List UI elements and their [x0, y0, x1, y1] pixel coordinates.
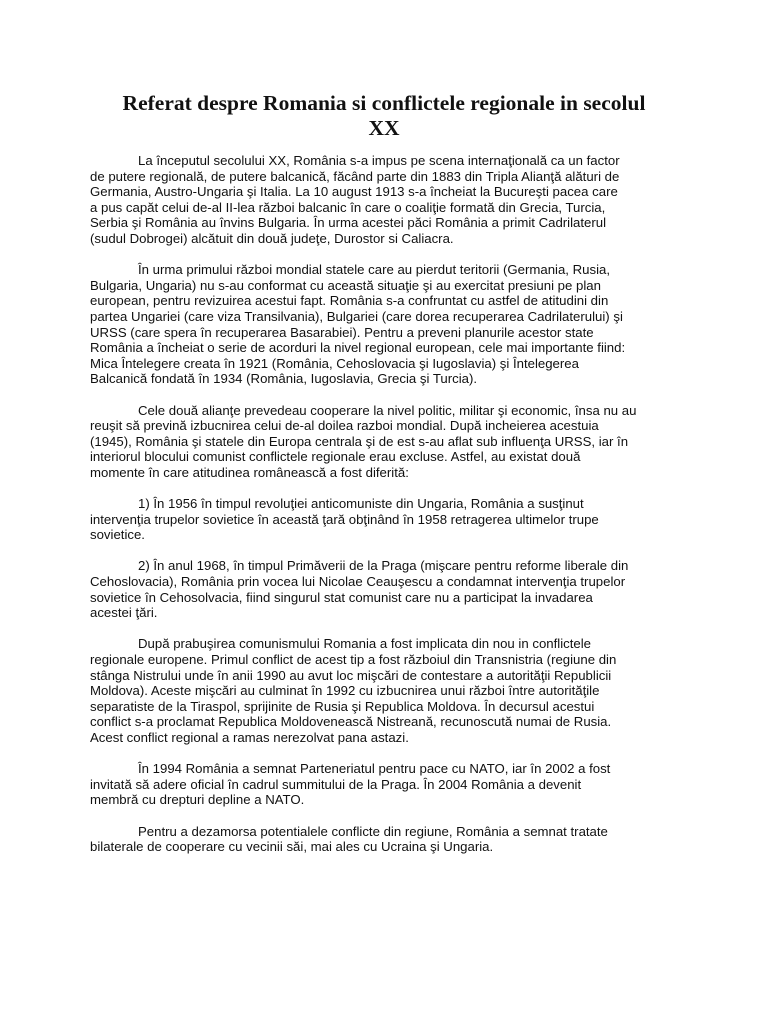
paragraph-nato: În 1994 România a semnat Parteneriatul pentru pace cu NATO, iar în 2002 a fost invitată să adere oficial în cadrul summitului de la Praga. În 2004 România a devenit membră cu drepturi depline a NATO.: [90, 761, 611, 808]
paragraph-intro: La începutul secolului XX, România s-a impus pe scena internaţională ca un factor de putere regională, de putere balcanică, făcând parte din 1883 din Tripla Alianţă alături de Germania, Austro-Ungaria şi Italia. La 10 august 1913 s-a încheiat la Bucureşti pacea care a pus capăt celui de-al II-lea război balcanic în care o coaliţie formată din Grecia, Turcia, Serbia şi România au învins Bulgaria. În urma acestei păci România a primit Cadrilaterul (sudul Dobrogei) alcătuit din două judeţe, Durostor si Caliacra.: [90, 153, 620, 246]
paragraph-post-ww1: În urma primului război mondial statele care au pierdut teritorii (Germania, Rusia, Bulgaria, Ungaria) nu s-au conformat cu această situaţie şi au exercitat presiuni pe plan european, pentru revizuirea acestui fapt. România s-a confruntat cu astfel de atitudini din partea Ungariei (care viza Transilvania), Bulgariei (care dorea recuperarea Cadrilaterului) şi URSS (care spera în recuperarea Basarabiei). Pentru a preveni planurile acestor state România a încheiat o serie de acorduri la nivel regional european, cele mai importante fiind: Mica Întelegere creata în 1921 (România, Cehoslovacia şi Iugoslavia) şi Întelegerea Balcanică fondată în 1934 (România, Iugoslavia, Grecia şi Turcia).: [90, 262, 626, 387]
paragraph-treaties: Pentru a dezamorsa potentialele conflicte din regiune, România a semnat tratate bilaterale de cooperare cu vecinii săi, mai ales cu Ucraina şi Ungaria.: [90, 823, 608, 855]
paragraph-1968: 2) În anul 1968, în timpul Primăverii de la Praga (mişcare pentru reforme liberale din Cehoslovacia), România prin vocea lui Nicolae Ceauşescu a condamnat intervenţia trupelor sovietice în Cehosolvacia, fiind singurul stat comunist care nu a participat la invadarea acestei ţări.: [90, 558, 629, 621]
paragraph-transnistria: După prabuşirea comunismului Romania a fost implicata din nou in conflictele regionale europene. Primul conflict de acest tip a fost războiul din Transnistria (regiune din stânga Nistrului unde în anii 1990 au avut loc mişcări de contestare a autorităţii Republicii Moldova). Aceste mişcări au culminat în 1992 cu izbucnirea unui război între autorităţile separatiste de la Tiraspol, sprijinite de Rusia şi Republica Moldova. În decursul acestui conflict s-a proclamat Republica Moldovenească Nistreană, recunoscută numai de Rusia. Acest conflict regional a ramas nerezolvat pana astazi.: [90, 636, 617, 745]
paragraph-1956: 1) În 1956 în timpul revoluţiei anticomuniste din Ungaria, România a susţinut intervenţia trupelor sovietice în această ţară obţinând în 1958 retragerea ultimelor trupe sovietice.: [90, 496, 599, 543]
document-title: Referat despre Romania si conflictele regionale in secolul XX: [122, 91, 646, 140]
paragraph-alliances: Cele două alianţe prevedeau cooperare la nivel politic, militar şi economic, însa nu au reuşit să prevină izbucnirea celui de-al doilea razboi mondial. După incheierea acestuia (1945), România şi statele din Europa centrala şi de est s-au aflat sub influenţa URSS, iar în interiorul blocului comunist conflictele regionale erau excluse. Astfel, au existat două momente în care atitudinea românească a fost diferită:: [90, 402, 637, 480]
document-body: [90, 153, 684, 870]
